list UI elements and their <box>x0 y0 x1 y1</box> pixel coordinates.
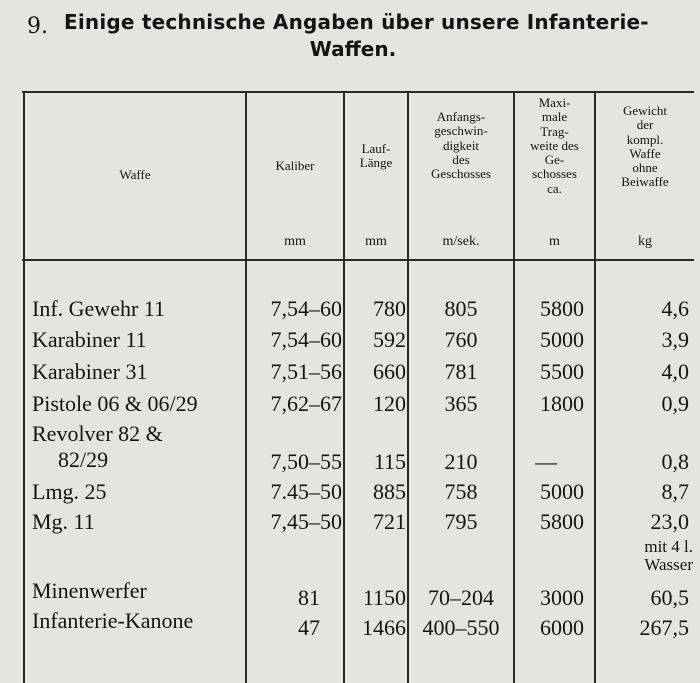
kaliber-value: 7,51–56 <box>270 359 342 384</box>
gewicht-value: 23,0 <box>650 509 689 534</box>
header-anfangsgeschwindigkeit: Anfangs- geschwin- digkeit des Geschosses <box>431 109 491 182</box>
weapon-name: Minenwerfer <box>32 578 147 603</box>
header-maximale-tragweite: Maxi- male Trag- weite des Ge- schosses ca. <box>530 95 579 196</box>
weapon-name: Infanterie-Kanone <box>32 608 194 633</box>
lauf-value: 660 <box>373 359 406 384</box>
lauf-value: 885 <box>373 479 406 504</box>
gewicht-value: 267,5 <box>639 615 689 640</box>
gewicht-value: 4,0 <box>661 359 689 384</box>
weapon-name: Lmg. 25 <box>32 479 107 504</box>
max-value: 5800 <box>540 509 584 534</box>
gewicht-note-line1: mit 4 l. <box>644 537 693 556</box>
weapon-name: Pistole 06 & 06/29 <box>32 391 198 416</box>
lauf-value: 120 <box>373 391 406 416</box>
max-value: 6000 <box>540 615 584 640</box>
lauf-value: 1466 <box>362 615 406 640</box>
gewicht-note-line2: Wasser <box>644 555 693 574</box>
anfang-value: 758 <box>444 479 478 504</box>
max-value: 3000 <box>540 585 584 610</box>
anfang-value: 781 <box>444 359 478 384</box>
section-number: 9. <box>27 14 48 39</box>
max-value: 5000 <box>540 327 584 352</box>
kaliber-value: 47 <box>298 615 320 640</box>
weapon-name: Karabiner 31 <box>32 359 148 384</box>
unit-anfang: m/sek. <box>442 234 480 249</box>
gewicht-value: 3,9 <box>661 327 689 352</box>
gewicht-value: 0,8 <box>661 449 689 474</box>
kaliber-value: 7.45–50 <box>270 479 342 504</box>
anfang-value: 805 <box>444 296 478 321</box>
lauf-value: 780 <box>373 296 406 321</box>
max-value: — <box>535 449 557 474</box>
weapon-name-continued: 82/29 <box>58 447 109 472</box>
anfang-value: 795 <box>444 509 478 534</box>
weapon-name: Inf. Gewehr 11 <box>32 296 165 321</box>
section-title-line1: Einige technische Angaben über unsere Infanterie- <box>64 10 649 34</box>
gewicht-value: 8,7 <box>661 479 689 504</box>
unit-max: m <box>549 234 560 249</box>
max-value: 5000 <box>540 479 584 504</box>
lauf-value: 721 <box>373 509 406 534</box>
weapon-name: Mg. 11 <box>32 509 95 534</box>
gewicht-value: 0,9 <box>661 391 689 416</box>
gewicht-value: 60,5 <box>650 585 689 610</box>
header-gewicht: Gewicht der kompl. Waffe ohne Beiwaffe <box>621 103 669 190</box>
kaliber-value: 81 <box>298 585 320 610</box>
lauf-value: 1150 <box>362 585 406 610</box>
unit-kaliber: mm <box>284 234 306 249</box>
max-value: 1800 <box>540 391 584 416</box>
header-kaliber: Kaliber <box>275 158 315 173</box>
max-value: 5800 <box>540 296 584 321</box>
anfang-value: 70–204 <box>428 585 494 610</box>
weapon-name: Revolver 82 & <box>32 421 163 446</box>
lauf-value: 592 <box>373 327 406 352</box>
lauf-value: 115 <box>373 449 406 474</box>
anfang-value: 760 <box>444 327 478 352</box>
anfang-value: 400–550 <box>422 615 500 640</box>
section-title-line2: Waffen. <box>309 37 397 61</box>
kaliber-value: 7,54–60 <box>270 327 342 352</box>
weapon-name: Karabiner 11 <box>32 327 147 352</box>
unit-lauf: mm <box>365 234 387 249</box>
unit-gewicht: kg <box>638 234 652 249</box>
kaliber-value: 7,62–67 <box>270 391 342 416</box>
gewicht-value: 4,6 <box>661 296 689 321</box>
anfang-value: 365 <box>444 391 478 416</box>
kaliber-value: 7,50–55 <box>270 449 342 474</box>
kaliber-value: 7,54–60 <box>270 296 342 321</box>
anfang-value: 210 <box>444 449 478 474</box>
header-lauf: Lauf- Länge <box>359 141 393 171</box>
max-value: 5500 <box>540 359 584 384</box>
kaliber-value: 7,45–50 <box>270 509 342 534</box>
header-waffe: Waffe <box>119 167 151 182</box>
